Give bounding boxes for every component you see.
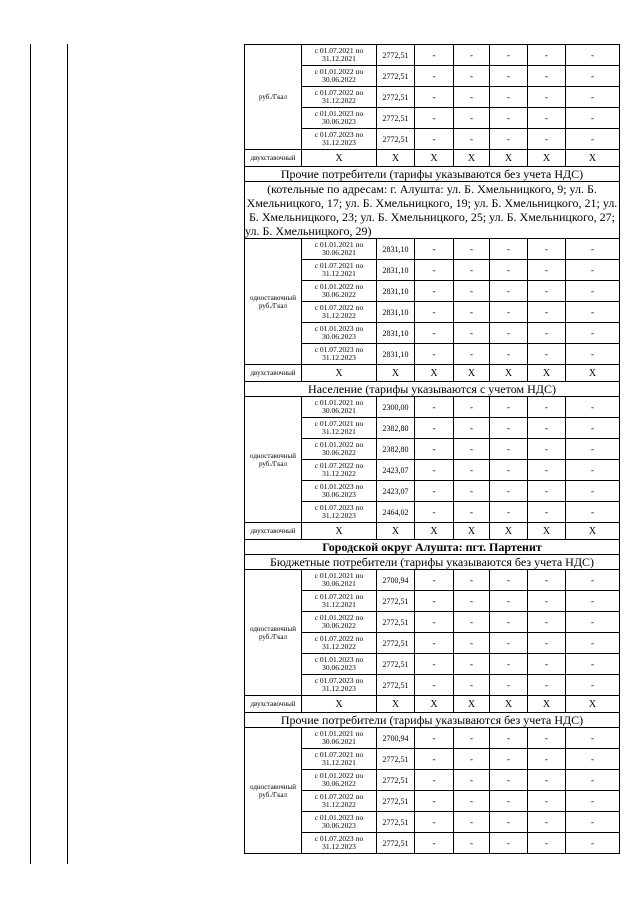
empty-dash-cell: - — [566, 675, 620, 696]
empty-dash-cell: - — [528, 502, 566, 523]
empty-dash-cell: - — [528, 87, 566, 108]
two-part-rate-row — [245, 696, 620, 713]
empty-dash-cell: - — [415, 654, 454, 675]
empty-dash-cell: - — [415, 397, 454, 418]
empty-dash-cell: - — [528, 570, 566, 591]
empty-dash-cell: - — [566, 770, 620, 791]
empty-dash-cell: - — [454, 460, 490, 481]
empty-dash-cell: - — [528, 418, 566, 439]
empty-dash-cell: - — [490, 770, 528, 791]
tariff-value: 2831,10 — [377, 260, 415, 281]
empty-dash-cell: - — [415, 108, 454, 129]
empty-dash-cell: - — [415, 675, 454, 696]
empty-dash-cell: - — [454, 239, 490, 260]
empty-dash-cell: - — [454, 502, 490, 523]
empty-dash-cell: - — [566, 87, 620, 108]
not-applicable-x: Х — [490, 523, 528, 540]
period-cell: с 01.07.2022 по 31.12.2022 — [302, 87, 377, 108]
two-part-rate-label: двухставочный — [245, 365, 302, 382]
tariff-row — [245, 129, 620, 150]
empty-dash-cell: - — [528, 460, 566, 481]
empty-dash-cell: - — [528, 833, 566, 854]
tariff-value: 2772,51 — [377, 654, 415, 675]
not-applicable-x: Х — [490, 696, 528, 713]
period-cell: с 01.07.2021 по 31.12.2021 — [302, 749, 377, 770]
empty-dash-cell: - — [490, 323, 528, 344]
empty-dash-cell: - — [490, 570, 528, 591]
not-applicable-x: Х — [528, 696, 566, 713]
empty-dash-cell: - — [490, 344, 528, 365]
empty-dash-cell: - — [415, 418, 454, 439]
empty-dash-cell: - — [490, 66, 528, 87]
empty-dash-cell: - — [454, 791, 490, 812]
tariff-value: 2772,51 — [377, 770, 415, 791]
empty-dash-cell: - — [454, 612, 490, 633]
empty-dash-cell: - — [528, 675, 566, 696]
empty-dash-cell: - — [528, 397, 566, 418]
empty-dash-cell: - — [454, 397, 490, 418]
empty-dash-cell: - — [490, 612, 528, 633]
period-cell: с 01.01.2022 по 30.06.2022 — [302, 66, 377, 87]
tariff-value: 2772,51 — [377, 87, 415, 108]
empty-dash-cell: - — [566, 812, 620, 833]
tariff-row — [245, 654, 620, 675]
tariff-value: 2772,51 — [377, 612, 415, 633]
empty-dash-cell: - — [454, 749, 490, 770]
not-applicable-x: Х — [454, 150, 490, 167]
tariff-row — [245, 481, 620, 502]
not-applicable-x: Х — [302, 523, 377, 540]
period-cell: с 01.01.2022 по 30.06.2022 — [302, 281, 377, 302]
tariff-value: 2300,00 — [377, 397, 415, 418]
period-cell: с 01.07.2023 по 31.12.2023 — [302, 833, 377, 854]
empty-dash-cell: - — [454, 260, 490, 281]
empty-dash-cell: - — [528, 260, 566, 281]
empty-dash-cell: - — [566, 791, 620, 812]
consumer-group-header: Бюджетные потребители (тарифы указываются без учета НДС) — [245, 555, 620, 570]
consumer-group-header: Население (тарифы указываются с учетом НДС) — [245, 382, 620, 397]
tariff-value: 2831,10 — [377, 344, 415, 365]
empty-dash-cell: - — [528, 749, 566, 770]
empty-dash-cell: - — [490, 439, 528, 460]
empty-dash-cell: - — [528, 439, 566, 460]
two-part-rate-label: двухставочный — [245, 696, 302, 713]
tariff-row — [245, 45, 620, 66]
tariff-value: 2772,51 — [377, 791, 415, 812]
empty-dash-cell: - — [454, 323, 490, 344]
single-rate-label: одноставочный руб./Гкал — [245, 728, 302, 854]
empty-dash-cell: - — [454, 481, 490, 502]
single-rate-label: одноставочный руб./Гкал — [245, 397, 302, 523]
period-cell: с 01.01.2023 по 30.06.2023 — [302, 323, 377, 344]
empty-dash-cell: - — [566, 344, 620, 365]
empty-dash-cell: - — [566, 460, 620, 481]
empty-dash-cell: - — [490, 45, 528, 66]
boiler-address-note: (котельные по адресам: г. Алушта: ул. Б. Хмельницкого, 9; ул. Б. Хмельницкого, 17; ул. Б. Хмельницкого, 19; ул. Б. Хмельницкого, 21; ул. Б. Хмельницкого, 23; ул. Б. Хмельницкого, 25; ул. Б. Хмельницкого, 27; ул. Б. Хмельницкого, 29) — [245, 182, 620, 239]
empty-dash-cell: - — [415, 281, 454, 302]
period-cell: с 01.07.2023 по 31.12.2023 — [302, 344, 377, 365]
empty-dash-cell: - — [454, 66, 490, 87]
tariff-value: 2772,51 — [377, 45, 415, 66]
tariff-row — [245, 502, 620, 523]
tariff-row — [245, 344, 620, 365]
period-cell: с 01.01.2023 по 30.06.2023 — [302, 108, 377, 129]
empty-dash-cell: - — [490, 675, 528, 696]
section-title-row — [245, 540, 620, 555]
empty-dash-cell: - — [415, 129, 454, 150]
tariff-row — [245, 749, 620, 770]
empty-dash-cell: - — [454, 418, 490, 439]
tariff-value: 2423,07 — [377, 460, 415, 481]
tariff-row — [245, 323, 620, 344]
tariff-row — [245, 633, 620, 654]
consumer-group-header: Прочие потребители (тарифы указываются без учета НДС) — [245, 713, 620, 728]
consumer-group-header-row — [245, 555, 620, 570]
empty-dash-cell: - — [566, 281, 620, 302]
tariff-row — [245, 397, 620, 418]
empty-dash-cell: - — [454, 302, 490, 323]
not-applicable-x: Х — [415, 523, 454, 540]
period-cell: с 01.07.2022 по 31.12.2022 — [302, 302, 377, 323]
not-applicable-x: Х — [415, 696, 454, 713]
empty-dash-cell: - — [490, 633, 528, 654]
tariff-row — [245, 591, 620, 612]
empty-dash-cell: - — [490, 791, 528, 812]
not-applicable-x: Х — [415, 365, 454, 382]
period-cell: с 01.01.2022 по 30.06.2022 — [302, 612, 377, 633]
empty-dash-cell: - — [528, 302, 566, 323]
tariff-row — [245, 418, 620, 439]
empty-dash-cell: - — [454, 728, 490, 749]
left-margin-line-2 — [67, 44, 68, 864]
empty-dash-cell: - — [490, 302, 528, 323]
empty-dash-cell: - — [415, 66, 454, 87]
empty-dash-cell: - — [454, 439, 490, 460]
two-part-rate-row — [245, 365, 620, 382]
empty-dash-cell: - — [528, 728, 566, 749]
empty-dash-cell: - — [490, 460, 528, 481]
tariff-row — [245, 281, 620, 302]
empty-dash-cell: - — [566, 481, 620, 502]
empty-dash-cell: - — [454, 45, 490, 66]
empty-dash-cell: - — [415, 260, 454, 281]
two-part-rate-label: двухставочный — [245, 523, 302, 540]
period-cell: с 01.01.2023 по 30.06.2023 — [302, 654, 377, 675]
period-cell: с 01.07.2021 по 31.12.2021 — [302, 591, 377, 612]
period-cell: с 01.01.2023 по 30.06.2023 — [302, 481, 377, 502]
empty-dash-cell: - — [566, 833, 620, 854]
period-cell: с 01.01.2021 по 30.06.2021 — [302, 570, 377, 591]
tariff-row — [245, 570, 620, 591]
tariff-row — [245, 260, 620, 281]
not-applicable-x: Х — [454, 696, 490, 713]
empty-dash-cell: - — [490, 591, 528, 612]
empty-dash-cell: - — [415, 749, 454, 770]
empty-dash-cell: - — [528, 323, 566, 344]
two-part-rate-row — [245, 523, 620, 540]
empty-dash-cell: - — [566, 108, 620, 129]
tariff-value: 2772,51 — [377, 675, 415, 696]
empty-dash-cell: - — [415, 481, 454, 502]
single-rate-label: руб./Гкал — [245, 45, 302, 150]
empty-dash-cell: - — [415, 87, 454, 108]
empty-dash-cell: - — [528, 481, 566, 502]
empty-dash-cell: - — [415, 45, 454, 66]
period-cell: с 01.07.2021 по 31.12.2021 — [302, 418, 377, 439]
not-applicable-x: Х — [454, 523, 490, 540]
empty-dash-cell: - — [490, 654, 528, 675]
left-margin-line-1 — [30, 44, 31, 864]
empty-dash-cell: - — [566, 502, 620, 523]
not-applicable-x: Х — [377, 523, 415, 540]
empty-dash-cell: - — [528, 633, 566, 654]
empty-dash-cell: - — [454, 281, 490, 302]
empty-dash-cell: - — [490, 728, 528, 749]
tariff-row — [245, 770, 620, 791]
not-applicable-x: Х — [566, 523, 620, 540]
not-applicable-x: Х — [302, 150, 377, 167]
empty-dash-cell: - — [454, 633, 490, 654]
empty-dash-cell: - — [490, 239, 528, 260]
empty-dash-cell: - — [490, 418, 528, 439]
not-applicable-x: Х — [490, 365, 528, 382]
tariff-value: 2772,51 — [377, 833, 415, 854]
empty-dash-cell: - — [566, 323, 620, 344]
consumer-group-header-row — [245, 167, 620, 182]
empty-dash-cell: - — [528, 770, 566, 791]
empty-dash-cell: - — [566, 66, 620, 87]
tariff-value: 2831,10 — [377, 302, 415, 323]
period-cell: с 01.07.2023 по 31.12.2023 — [302, 675, 377, 696]
empty-dash-cell: - — [415, 770, 454, 791]
period-cell: с 01.07.2023 по 31.12.2023 — [302, 129, 377, 150]
empty-dash-cell: - — [566, 439, 620, 460]
empty-dash-cell: - — [490, 833, 528, 854]
empty-dash-cell: - — [415, 612, 454, 633]
period-cell: с 01.07.2023 по 31.12.2023 — [302, 502, 377, 523]
empty-dash-cell: - — [566, 612, 620, 633]
not-applicable-x: Х — [302, 696, 377, 713]
tariff-value: 2772,51 — [377, 66, 415, 87]
empty-dash-cell: - — [415, 302, 454, 323]
empty-dash-cell: - — [566, 418, 620, 439]
empty-dash-cell: - — [528, 791, 566, 812]
tariff-row — [245, 612, 620, 633]
tariff-row — [245, 791, 620, 812]
empty-dash-cell: - — [415, 502, 454, 523]
empty-dash-cell: - — [528, 281, 566, 302]
empty-dash-cell: - — [415, 833, 454, 854]
empty-dash-cell: - — [454, 812, 490, 833]
tariff-value: 2831,10 — [377, 323, 415, 344]
tariff-value: 2464,02 — [377, 502, 415, 523]
not-applicable-x: Х — [454, 365, 490, 382]
tariff-value: 2772,51 — [377, 812, 415, 833]
tariff-row — [245, 675, 620, 696]
consumer-group-header-row — [245, 382, 620, 397]
period-cell: с 01.01.2022 по 30.06.2022 — [302, 439, 377, 460]
empty-dash-cell: - — [415, 460, 454, 481]
tariff-value: 2382,80 — [377, 439, 415, 460]
empty-dash-cell: - — [454, 87, 490, 108]
not-applicable-x: Х — [528, 150, 566, 167]
empty-dash-cell: - — [415, 570, 454, 591]
empty-dash-cell: - — [415, 633, 454, 654]
empty-dash-cell: - — [490, 260, 528, 281]
not-applicable-x: Х — [415, 150, 454, 167]
empty-dash-cell: - — [490, 481, 528, 502]
empty-dash-cell: - — [415, 591, 454, 612]
tariff-row — [245, 239, 620, 260]
empty-dash-cell: - — [528, 591, 566, 612]
tariff-row — [245, 108, 620, 129]
boiler-address-note-row — [245, 182, 620, 239]
tariff-value: 2772,51 — [377, 129, 415, 150]
section-title: Городской округ Алушта: пгт. Партенит — [245, 540, 620, 555]
period-cell: с 01.07.2022 по 31.12.2022 — [302, 460, 377, 481]
tariff-value: 2831,10 — [377, 281, 415, 302]
empty-dash-cell: - — [415, 812, 454, 833]
empty-dash-cell: - — [454, 833, 490, 854]
period-cell: с 01.01.2022 по 30.06.2022 — [302, 770, 377, 791]
empty-dash-cell: - — [454, 591, 490, 612]
empty-dash-cell: - — [566, 239, 620, 260]
empty-dash-cell: - — [566, 591, 620, 612]
empty-dash-cell: - — [566, 654, 620, 675]
tariff-row — [245, 460, 620, 481]
tariff-row — [245, 87, 620, 108]
empty-dash-cell: - — [454, 344, 490, 365]
not-applicable-x: Х — [377, 696, 415, 713]
tariff-value: 2700,94 — [377, 570, 415, 591]
two-part-rate-label: двухставочный — [245, 150, 302, 167]
consumer-group-header-row — [245, 713, 620, 728]
tariff-value: 2772,51 — [377, 749, 415, 770]
empty-dash-cell: - — [490, 108, 528, 129]
period-cell: с 01.07.2021 по 31.12.2021 — [302, 260, 377, 281]
not-applicable-x: Х — [528, 523, 566, 540]
empty-dash-cell: - — [415, 239, 454, 260]
tariff-row — [245, 66, 620, 87]
empty-dash-cell: - — [528, 812, 566, 833]
empty-dash-cell: - — [566, 397, 620, 418]
tariff-value: 2831,10 — [377, 239, 415, 260]
empty-dash-cell: - — [566, 633, 620, 654]
tariff-value: 2382,80 — [377, 418, 415, 439]
tariff-value: 2772,51 — [377, 108, 415, 129]
empty-dash-cell: - — [566, 749, 620, 770]
not-applicable-x: Х — [566, 365, 620, 382]
empty-dash-cell: - — [415, 439, 454, 460]
period-cell: с 01.01.2021 по 30.06.2021 — [302, 239, 377, 260]
tariff-value: 2772,51 — [377, 633, 415, 654]
tariff-row — [245, 728, 620, 749]
not-applicable-x: Х — [377, 150, 415, 167]
single-rate-label: одноставочный руб./Гкал — [245, 239, 302, 365]
empty-dash-cell: - — [566, 45, 620, 66]
tariff-row — [245, 812, 620, 833]
empty-dash-cell: - — [566, 570, 620, 591]
not-applicable-x: Х — [566, 150, 620, 167]
empty-dash-cell: - — [454, 770, 490, 791]
empty-dash-cell: - — [490, 749, 528, 770]
period-cell: с 01.01.2021 по 30.06.2021 — [302, 728, 377, 749]
empty-dash-cell: - — [566, 302, 620, 323]
not-applicable-x: Х — [566, 696, 620, 713]
empty-dash-cell: - — [566, 728, 620, 749]
empty-dash-cell: - — [454, 675, 490, 696]
period-cell: с 01.07.2022 по 31.12.2022 — [302, 791, 377, 812]
tariff-row — [245, 439, 620, 460]
empty-dash-cell: - — [454, 654, 490, 675]
empty-dash-cell: - — [528, 654, 566, 675]
period-cell: с 01.07.2022 по 31.12.2022 — [302, 633, 377, 654]
empty-dash-cell: - — [528, 108, 566, 129]
single-rate-label: одноставочный руб./Гкал — [245, 570, 302, 696]
empty-dash-cell: - — [528, 239, 566, 260]
tariff-value: 2423,07 — [377, 481, 415, 502]
two-part-rate-row — [245, 150, 620, 167]
not-applicable-x: Х — [302, 365, 377, 382]
empty-dash-cell: - — [490, 87, 528, 108]
empty-dash-cell: - — [528, 612, 566, 633]
period-cell: с 01.07.2021 по 31.12.2021 — [302, 45, 377, 66]
tariff-table — [244, 44, 620, 854]
empty-dash-cell: - — [566, 129, 620, 150]
empty-dash-cell: - — [490, 502, 528, 523]
empty-dash-cell: - — [454, 108, 490, 129]
empty-dash-cell: - — [415, 791, 454, 812]
empty-dash-cell: - — [490, 129, 528, 150]
not-applicable-x: Х — [490, 150, 528, 167]
period-cell: с 01.01.2023 по 30.06.2023 — [302, 812, 377, 833]
empty-dash-cell: - — [454, 129, 490, 150]
empty-dash-cell: - — [528, 129, 566, 150]
empty-dash-cell: - — [490, 397, 528, 418]
tariff-value: 2700,94 — [377, 728, 415, 749]
empty-dash-cell: - — [415, 323, 454, 344]
not-applicable-x: Х — [377, 365, 415, 382]
empty-dash-cell: - — [454, 570, 490, 591]
consumer-group-header: Прочие потребители (тарифы указываются без учета НДС) — [245, 167, 620, 182]
tariff-row — [245, 833, 620, 854]
tariff-row — [245, 302, 620, 323]
empty-dash-cell: - — [415, 344, 454, 365]
empty-dash-cell: - — [415, 728, 454, 749]
empty-dash-cell: - — [490, 281, 528, 302]
empty-dash-cell: - — [528, 344, 566, 365]
period-cell: с 01.01.2021 по 30.06.2021 — [302, 397, 377, 418]
empty-dash-cell: - — [566, 260, 620, 281]
empty-dash-cell: - — [528, 45, 566, 66]
empty-dash-cell: - — [528, 66, 566, 87]
not-applicable-x: Х — [528, 365, 566, 382]
empty-dash-cell: - — [490, 812, 528, 833]
tariff-value: 2772,51 — [377, 591, 415, 612]
